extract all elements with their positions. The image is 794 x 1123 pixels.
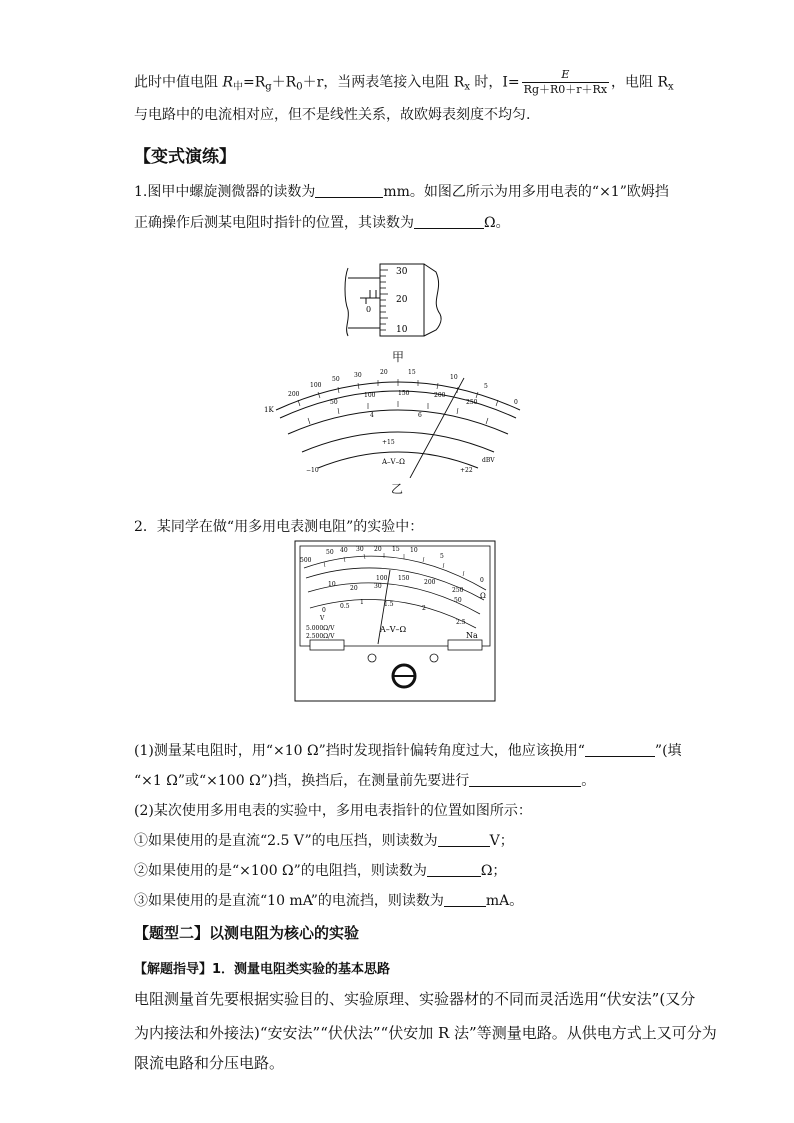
q1-line-1 [134, 181, 669, 201]
dial-ohm-label: 15 [408, 369, 416, 376]
q2-text: (1)测量某电阻时，用“×10 Ω”挡时发现指针偏转角度过大，他应该换用“ [134, 743, 585, 759]
meter-spec-2: 2.500Ω/V [306, 633, 335, 640]
intro-line-1 [134, 68, 674, 97]
micrometer-tick-30: 30 [396, 267, 408, 277]
q1-text: mm。如图乙所示为用多用电表的“×1”欧姆挡 [383, 184, 669, 200]
dial-ohm-label: 20 [380, 369, 388, 376]
dial-ohm-label: 1K [264, 406, 274, 414]
q2-text: ③如果使用的是直流“10 mA”的电流挡，则读数为 [134, 893, 444, 909]
q2-text: 。 [581, 773, 596, 789]
meter-ohm-label: 500 [300, 557, 312, 564]
q1-text: 正确操作后测某电阻时指针的位置，其读数为 [134, 215, 414, 231]
guide-line-3: 限流电路和分压电路。 [134, 1054, 285, 1072]
subscript: 0 [296, 81, 303, 93]
dial-dc-label: 200 [434, 392, 446, 399]
dial-ohm-label: 100 [310, 382, 322, 389]
meter-ohm-label: 30 [356, 546, 364, 553]
answer-blank[interactable] [438, 832, 490, 847]
meter-dc-label: 200 [424, 579, 436, 586]
dial-ac-label: 4 [370, 412, 374, 419]
intro-text: 此时中值电阻 [134, 74, 223, 91]
meter-ohm-label: 20 [374, 546, 382, 553]
r-symbol: R [222, 74, 233, 91]
dial-ohm-label: 50 [332, 376, 340, 383]
dial-dc-label: 250 [466, 399, 478, 406]
meter-ohm-label: 10 [410, 547, 418, 554]
q2-text: ”(填 [654, 743, 682, 759]
q2-item-3 [134, 890, 523, 910]
q2-text: mA。 [485, 893, 524, 909]
q2-p1-line-1 [134, 740, 682, 760]
meter-ac-label: 2 [422, 605, 426, 612]
dial-dc-label: 150 [398, 390, 410, 397]
meter-na-label: Na [466, 631, 478, 640]
fraction-numerator: E [522, 68, 609, 83]
meter-ohm-label: 15 [392, 546, 400, 553]
q1-text: Ω。 [484, 215, 510, 231]
dial-center-label: A–V–Ω [382, 458, 405, 466]
subscript: g [265, 81, 272, 93]
meter-dc2-label: 50 [454, 597, 462, 604]
intro-text: ＋r [302, 74, 324, 91]
figure-jia-caption: 甲 [392, 350, 405, 364]
meter-dc-label: 150 [398, 575, 410, 582]
meter-v-mark: V [320, 615, 325, 622]
dial-ohm-label: 30 [354, 372, 362, 379]
q2-title: 2．某同学在做“用多用电表测电阻”的实验中： [134, 519, 424, 535]
meter-dc-label: 100 [376, 575, 388, 582]
answer-blank[interactable] [469, 772, 581, 787]
dial-dc-label: 100 [364, 392, 376, 399]
q2-text: ①如果使用的是直流“2.5 V”的电压挡，则读数为 [134, 833, 438, 849]
meter-spec-1: 5.000Ω/V [306, 625, 335, 632]
q2-item-1 [134, 830, 514, 850]
q2-p1-line-2 [134, 770, 595, 790]
intro-text: ＋R [271, 74, 297, 91]
variant-heading: 【变式演练】 [134, 147, 236, 167]
meter-dc2-label: 10 [328, 581, 336, 588]
answer-blank[interactable] [315, 183, 383, 198]
subscript: 中 [233, 81, 243, 93]
dial-dc-label: 50 [330, 399, 338, 406]
dial-db-label: −10 [306, 467, 319, 474]
topic2-heading: 【题型二】以测电阻为核心的实验 [134, 924, 360, 942]
dial-ohm-label: 10 [450, 374, 458, 381]
meter-dc2-label: 20 [350, 585, 358, 592]
answer-blank[interactable] [585, 742, 655, 757]
intro-line-2: 与电路中的电流相对应，但不是线性关系，故欧姆表刻度不均匀. [134, 107, 531, 123]
dial-db-label: +15 [382, 439, 395, 446]
dial-ohm-label: 5 [484, 383, 488, 390]
meter-ac-label: 0 [322, 607, 326, 614]
meter-dc-label: 250 [452, 587, 464, 594]
meter-ohm-label: 50 [326, 549, 334, 556]
guide-line-1: 电阻测量首先要根据实验目的、实验原理、实验器材的不同而灵活选用“伏安法”(又分 [134, 990, 696, 1008]
meter-ac-label: 0.5 [340, 603, 350, 610]
q1-line-2 [134, 212, 510, 232]
guide-line-2: 为内接法和外接法)“安安法”“伏伏法”“伏安加 R 法”等测量电路。从供电方式上又可分为 [134, 1024, 717, 1042]
intro-text: ，电阻 R [611, 74, 669, 91]
dial-ohm-label: 0 [514, 399, 518, 406]
multimeter-dial-figure [258, 360, 538, 478]
meter-center-label: A–V–Ω [380, 625, 407, 634]
dial-ohm-label: 200 [288, 391, 300, 398]
micrometer-zero: 0 [366, 305, 372, 314]
current-fraction [522, 68, 609, 97]
micrometer-tick-10: 10 [396, 325, 408, 335]
guide-label: 【解题指导】1．测量电阻类实验的基本思路 [134, 962, 391, 977]
meter-ac-label: 1.5 [384, 601, 394, 608]
q2-item-2 [134, 860, 506, 880]
intro-text: 时，I= [469, 74, 520, 91]
subscript: x [464, 81, 470, 93]
answer-blank[interactable] [427, 862, 481, 877]
meter-dc2-label: 30 [374, 583, 382, 590]
micrometer-figure [340, 250, 460, 350]
q1-text: 1.图甲中螺旋测微器的读数为 [134, 184, 316, 200]
meter-ohm-label: 40 [340, 547, 348, 554]
multimeter-body-figure [294, 540, 496, 702]
meter-ac-label: 2.5 [456, 619, 466, 626]
meter-ohm-label: 5 [440, 553, 444, 560]
intro-text: ，当两表笔接入电阻 R [323, 74, 465, 91]
answer-blank[interactable] [414, 214, 484, 229]
dial-ac-label: 6 [418, 412, 422, 419]
micrometer-tick-20: 20 [396, 295, 408, 305]
meter-omega-label: Ω [480, 592, 486, 600]
q2-text: Ω； [480, 863, 507, 879]
q2-text: ②如果使用的是“×100 Ω”的电阻挡，则读数为 [134, 863, 427, 879]
meter-ohm-label: 0 [480, 577, 484, 584]
fraction-denominator: Rg＋R0＋r＋Rx [523, 83, 608, 96]
q2-text: “×1 Ω”或“×100 Ω”)挡，换挡后，在测量前先要进行 [134, 773, 470, 789]
meter-ac-label: 1 [360, 599, 364, 606]
intro-text: =R [243, 74, 266, 91]
dial-db-label: +22 [460, 467, 473, 474]
answer-blank[interactable] [444, 892, 486, 907]
dial-dbv-label: dBV [482, 457, 495, 464]
q2-p2: (2)某次使用多用电表的实验中，多用电表指针的位置如图所示： [134, 803, 532, 819]
subscript: x [668, 81, 674, 93]
q2-text: V； [489, 833, 514, 849]
figure-yi-caption: 乙 [391, 482, 404, 496]
